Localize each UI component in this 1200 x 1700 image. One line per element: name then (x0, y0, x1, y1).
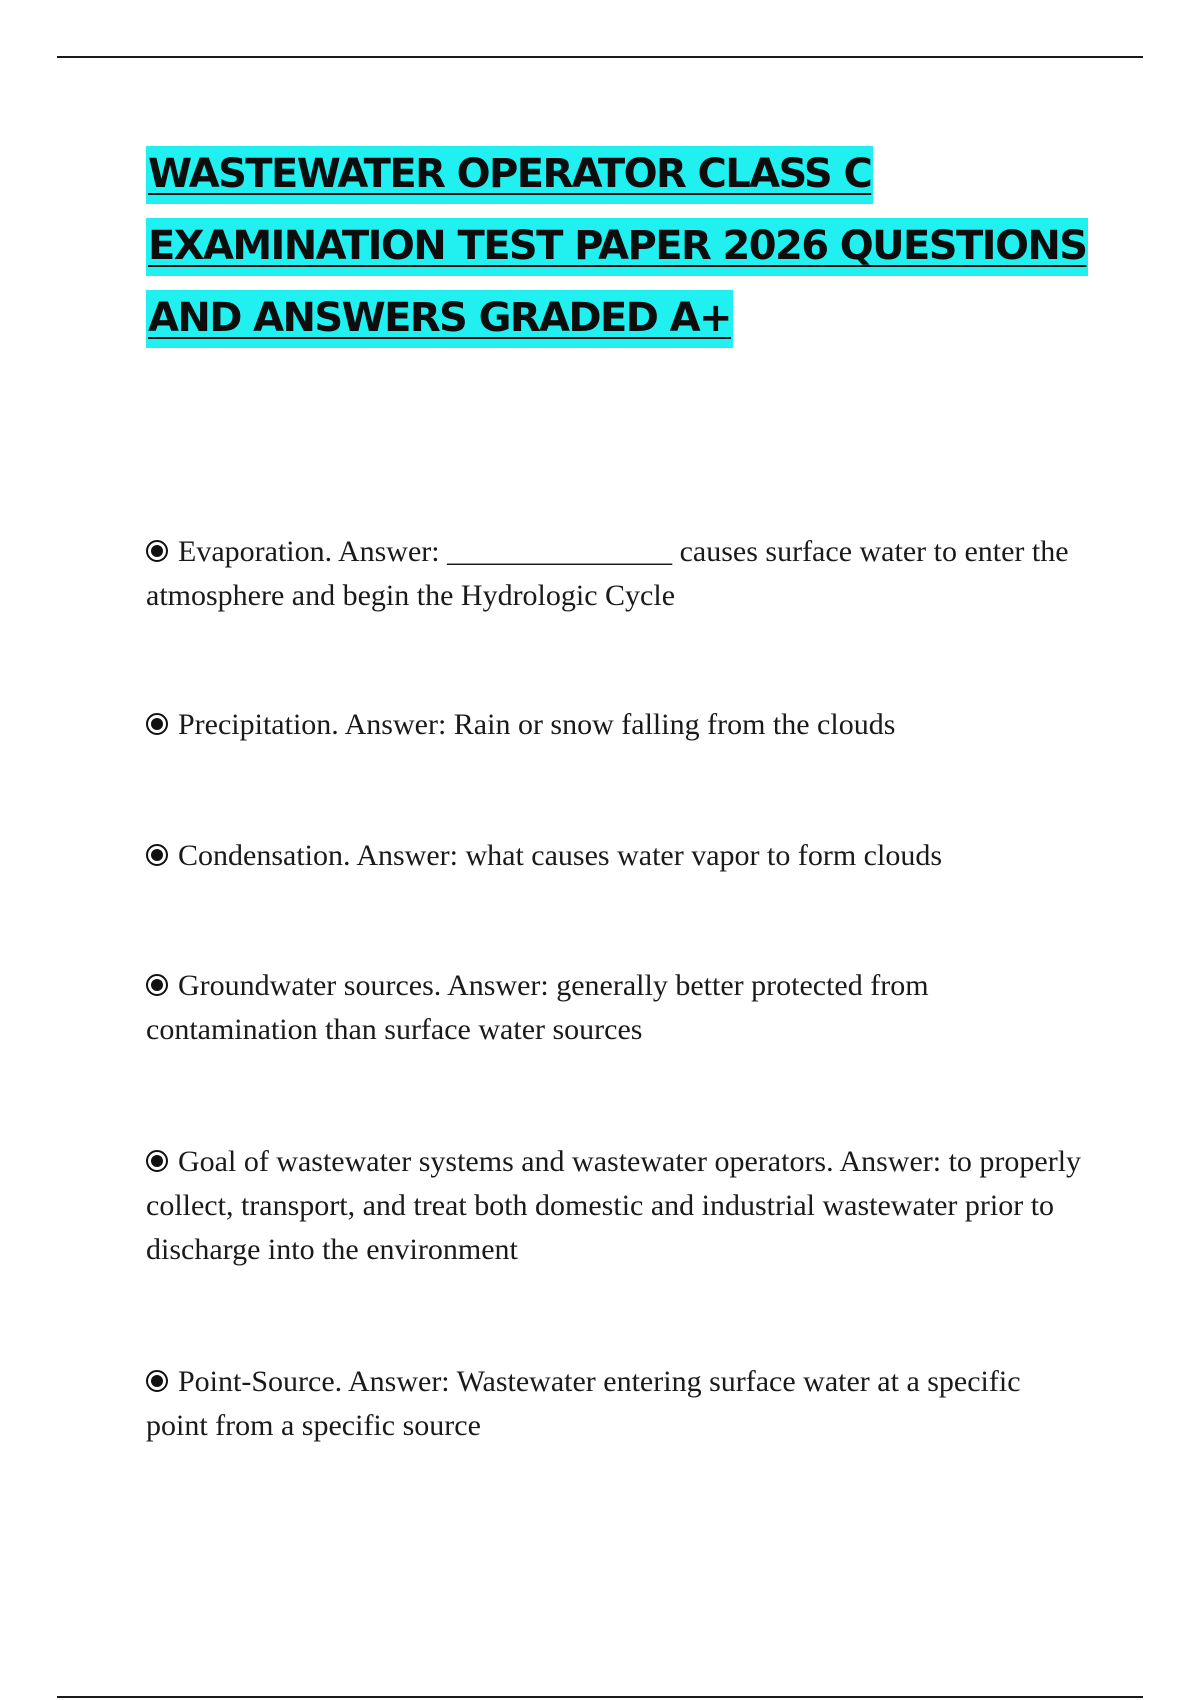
title-line-2: EXAMINATION TEST PAPER 2026 QUESTIONS (146, 218, 1088, 276)
radio-bullet-icon (146, 1150, 168, 1172)
title-line-1: WASTEWATER OPERATOR CLASS C (146, 146, 873, 204)
qa-text: Goal of wastewater systems and wastewater operators. Answer: to properly collect, transport, and treat both domestic and industrial wastewater prior to discharge into the environment (146, 1145, 1082, 1266)
radio-bullet-icon (146, 974, 168, 996)
qa-item-evaporation (146, 530, 1086, 618)
qa-text: Point-Source. Answer: Wastewater entering surface water at a specific point from a specific source (146, 1365, 1021, 1442)
qa-text: Groundwater sources. Answer: generally better protected from contamination than surface water sources (146, 969, 929, 1046)
qa-item-precipitation (146, 703, 1086, 747)
radio-bullet-icon (146, 540, 168, 562)
radio-bullet-icon (146, 1370, 168, 1392)
radio-bullet-icon (146, 713, 168, 735)
footer-rule (57, 1696, 1143, 1698)
qa-text: Condensation. Answer: what causes water vapor to form clouds (178, 839, 942, 872)
qa-text: Evaporation. Answer: _______________ causes surface water to enter the atmosphere and begin the Hydrologic Cycle (146, 535, 1069, 612)
qa-item-goal-of-wastewater-systems (146, 1140, 1086, 1272)
qa-item-point-source (146, 1360, 1086, 1448)
header-rule (57, 56, 1143, 58)
radio-bullet-icon (146, 844, 168, 866)
title-line-3: AND ANSWERS GRADED A+ (146, 290, 733, 348)
qa-item-condensation (146, 834, 1086, 878)
qa-item-groundwater-sources (146, 964, 1086, 1052)
qa-text: Precipitation. Answer: Rain or snow falling from the clouds (178, 708, 896, 741)
document-title (146, 146, 1086, 362)
